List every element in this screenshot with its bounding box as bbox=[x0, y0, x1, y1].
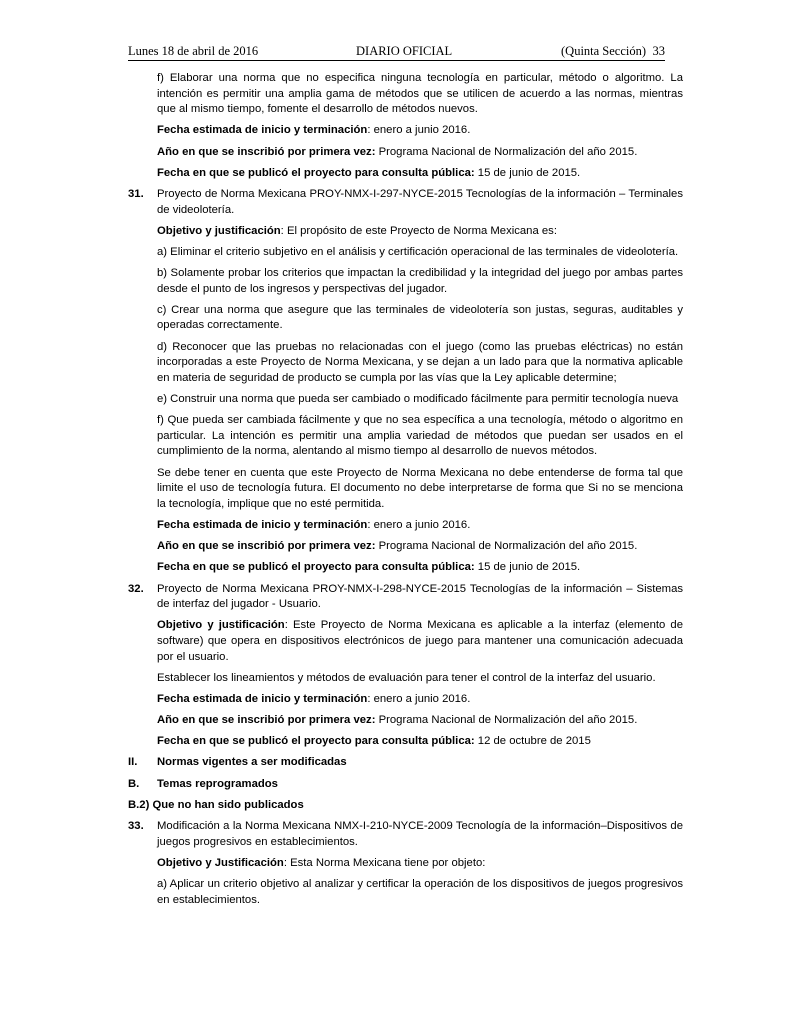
paragraph-32-establecer: Establecer los lineamientos y métodos de evaluación para tener el control de la interfaz del usuario. bbox=[157, 671, 656, 684]
paragraph-30-publico bbox=[157, 166, 683, 182]
item-32 bbox=[128, 582, 683, 613]
item-33-number: 33. bbox=[128, 820, 144, 832]
label-publico: Fecha en que se publicó el proyecto para consulta pública: bbox=[157, 735, 475, 748]
value-anio: Programa Nacional de Normalización del año 2015. bbox=[375, 714, 638, 727]
paragraph-32-objetivo bbox=[157, 618, 683, 665]
section-b bbox=[128, 777, 683, 793]
section-ii-number: II. bbox=[128, 756, 138, 769]
paragraph-32-fecha bbox=[157, 692, 683, 708]
label-fecha: Fecha estimada de inicio y terminación bbox=[157, 518, 368, 531]
paragraph-31-b: b) Solamente probar los criterios que impactan la credibilidad y la integridad del juego por ambas partes desde el punto de los ingresos y perspectivas del jugador. bbox=[157, 267, 683, 295]
paragraph-31-objetivo bbox=[157, 224, 683, 240]
paragraph-31-publico bbox=[157, 560, 683, 576]
value-publico: 15 de junio de 2015. bbox=[474, 166, 581, 179]
paragraph-31-anio bbox=[157, 539, 683, 555]
value-objetivo: : Esta Norma Mexicana tiene por objeto: bbox=[283, 856, 486, 869]
item-31-title: Proyecto de Norma Mexicana PROY-NMX-I-297-NYCE-2015 Tecnologías de la información – Terminales de videolotería. bbox=[157, 187, 683, 216]
paragraph-33-objetivo bbox=[157, 856, 683, 872]
value-anio: Programa Nacional de Normalización del año 2015. bbox=[375, 145, 638, 158]
value-fecha: : enero a junio 2016. bbox=[367, 518, 471, 531]
page-header bbox=[128, 42, 665, 61]
item-31 bbox=[128, 187, 683, 218]
label-fecha: Fecha estimada de inicio y terminación bbox=[157, 124, 368, 137]
label-fecha: Fecha estimada de inicio y terminación bbox=[157, 692, 368, 705]
value-objetivo: : Este Proyecto de Norma Mexicana es aplicable a la interfaz (elemento de software) que opera en dispositivos electrónicos de juego para mantener una comunicación adecuada por el usuario. bbox=[157, 619, 683, 663]
label-publico: Fecha en que se publicó el proyecto para consulta pública: bbox=[157, 561, 475, 574]
value-publico: 15 de junio de 2015. bbox=[474, 561, 581, 574]
paragraph-33-a: a) Aplicar un criterio objetivo al analizar y certificar la operación de los dispositivos de juegos progresivos en establecimientos. bbox=[157, 877, 683, 906]
value-objetivo: : El propósito de este Proyecto de Norma Mexicana es: bbox=[280, 224, 557, 237]
paragraph-32-publico bbox=[157, 734, 683, 750]
header-section: (Quinta Sección) bbox=[561, 44, 647, 58]
value-fecha: : enero a junio 2016. bbox=[367, 692, 471, 705]
value-publico: 12 de octubre de 2015 bbox=[474, 735, 591, 748]
item-32-title: Proyecto de Norma Mexicana PROY-NMX-I-298-NYCE-2015 Tecnologías de la información – Sistemas de interfaz del jugador - Usuario. bbox=[157, 582, 683, 611]
label-anio: Año en que se inscribió por primera vez: bbox=[157, 540, 376, 553]
label-anio: Año en que se inscribió por primera vez: bbox=[157, 714, 376, 727]
item-32-number: 32. bbox=[128, 582, 144, 595]
section-b-heading: Temas reprogramados bbox=[157, 777, 278, 790]
item-33-title: Modificación a la Norma Mexicana NMX-I-210-NYCE-2009 Tecnología de la información–Dispositivos de juegos progresivos en establecimientos. bbox=[157, 820, 683, 848]
value-anio: Programa Nacional de Normalización del año 2015. bbox=[375, 540, 638, 553]
paragraph-30-f: f) Elaborar una norma que no especifica ninguna tecnología en particular, método o algoritmo. La intención es permitir una amplia gama de métodos que se utilicen de acuerdo a las normas, mientras que al mismo tiempo, fomente el desarrollo de métodos nuevos. bbox=[157, 72, 683, 116]
section-ii-heading: Normas vigentes a ser modificadas bbox=[157, 756, 347, 769]
paragraph-31-note: Se debe tener en cuenta que este Proyecto de Norma Mexicana no debe entenderse de forma tal que limite el uso de tecnología futura. El documento no debe interpretarse de forma que Si no se menciona la tecnología, implique que no esté permitida. bbox=[157, 466, 683, 510]
label-publico: Fecha en que se publicó el proyecto para consulta pública: bbox=[157, 166, 475, 179]
paragraph-32-anio bbox=[157, 713, 683, 729]
paragraph-31-fecha bbox=[157, 518, 683, 534]
paragraph-30-fecha bbox=[157, 123, 683, 139]
value-fecha: : enero a junio 2016. bbox=[367, 124, 471, 137]
paragraph-31-d: d) Reconocer que las pruebas no relacionadas con el juego (como las pruebas eléctricas) no están incorporadas a este Proyecto de Norma Mexicana, y se dejan a un lado para que la normativa aplicable en materia de seguridad de producto se cumpla por las vías que la Ley aplicable determine; bbox=[157, 340, 683, 384]
paragraph-30-anio bbox=[157, 145, 683, 161]
section-ii bbox=[128, 755, 683, 771]
label-objetivo: Objetivo y Justificación bbox=[157, 856, 284, 869]
label-objetivo: Objetivo y justificación bbox=[157, 224, 281, 237]
item-33 bbox=[128, 819, 683, 850]
section-b-number: B. bbox=[128, 777, 140, 790]
document-body bbox=[128, 71, 683, 914]
paragraph-31-f: f) Que pueda ser cambiada fácilmente y que no sea específica a una tecnología, método o algoritmo en particular. La intención es permitir una amplia variedad de métodos que puedan ser usados en el cumplimiento de la norma, alentando al mismo tiempo al desarrollo de nuevos métodos. bbox=[157, 414, 683, 458]
label-anio: Año en que se inscribió por primera vez: bbox=[157, 145, 376, 158]
paragraph-31-c: c) Crear una norma que asegure que las terminales de videolotería son justas, seguras, auditables y operadas correctamente. bbox=[157, 303, 683, 332]
paragraph-31-e: e) Construir una norma que pueda ser cambiado o modificado fácilmente para permitir tecnología nueva bbox=[157, 393, 679, 406]
label-objetivo: Objetivo y justificación bbox=[157, 619, 285, 632]
header-date: Lunes 18 de abril de 2016 bbox=[128, 44, 259, 58]
item-31-number: 31. bbox=[128, 187, 144, 200]
header-page-number: 33 bbox=[652, 44, 665, 58]
paragraph-31-a: a) Eliminar el criterio subjetivo en el análisis y certificación operacional de las terminales de videolotería. bbox=[157, 245, 679, 258]
header-title: DIARIO OFICIAL bbox=[356, 44, 453, 58]
section-b2-heading: B.2) Que no han sido publicados bbox=[128, 798, 304, 811]
